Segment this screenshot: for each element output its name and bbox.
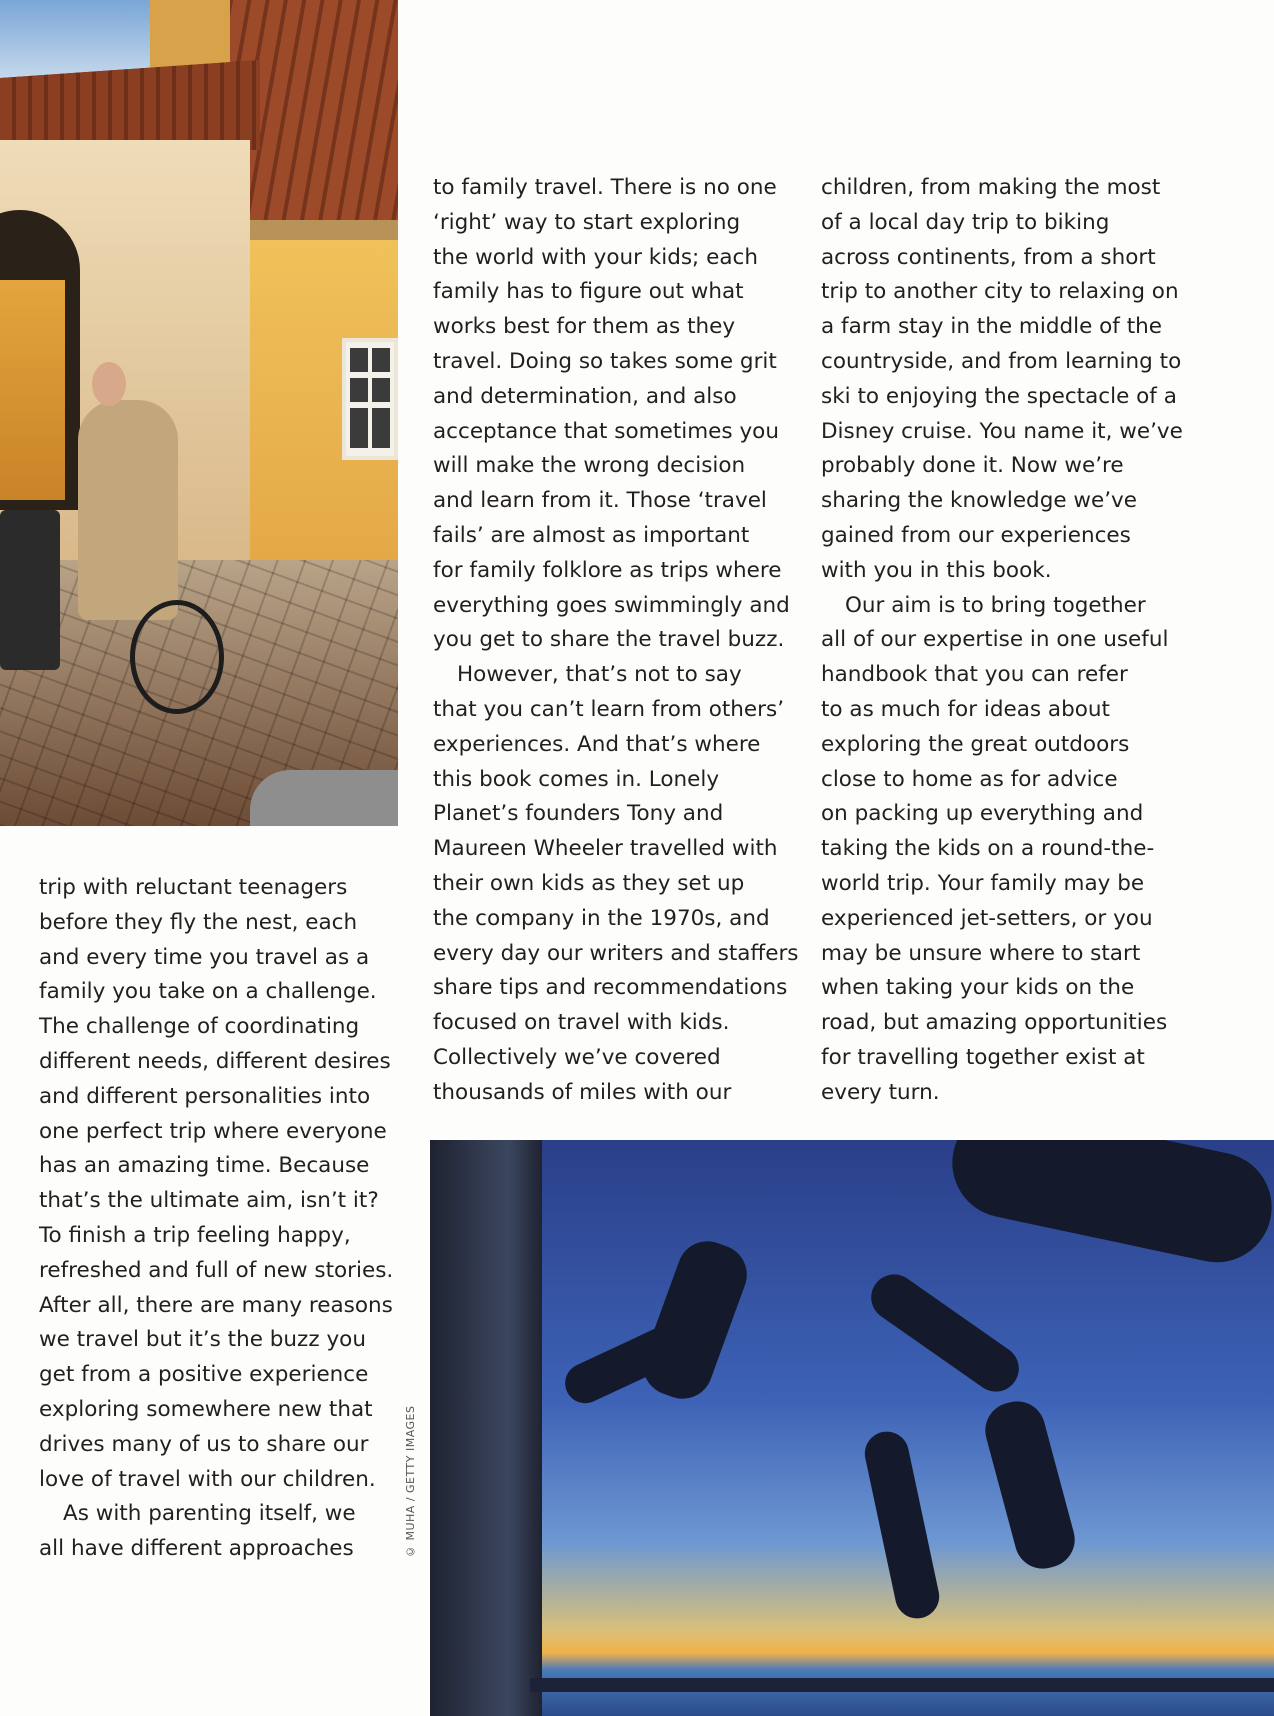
street-bicycle-photo [0, 0, 398, 826]
text-line: get from a positive experience [39, 1362, 369, 1388]
text-line: Disney cruise. You name it, we’ve [821, 418, 1183, 444]
text-line: all have different approaches [39, 1536, 354, 1562]
text-line: experienced jet-setters, or you [821, 905, 1153, 931]
text-line: one perfect trip where everyone [39, 1118, 387, 1144]
photo-bicycle-wheel [130, 600, 224, 714]
text-line: drives many of us to share our [39, 1431, 369, 1457]
diver-silhouette [862, 1265, 1028, 1400]
text-line: their own kids as they set up [433, 870, 745, 896]
text-line: world trip. Your family may be [821, 870, 1145, 896]
text-line: road, but amazing opportunities [821, 1010, 1168, 1036]
text-line: exploring the great outdoors [821, 731, 1130, 757]
text-line: that’s the ultimate aim, isn’t it? [39, 1188, 379, 1214]
text-column-2 [433, 171, 799, 1111]
text-line: handbook that you can refer [821, 662, 1128, 688]
text-line: Our aim is to bring together [845, 592, 1146, 618]
photo-car [250, 770, 398, 826]
text-line: works best for them as they [433, 314, 736, 340]
text-line: across continents, from a short [821, 244, 1156, 270]
text-line: probably done it. Now we’re [821, 453, 1124, 479]
text-line: and learn from it. Those ‘travel [433, 488, 767, 514]
text-line: ‘right’ way to start exploring [433, 209, 741, 235]
text-line: After all, there are many reasons [39, 1292, 393, 1318]
photo-cargo-box [0, 510, 60, 670]
photo-credit: © MUHA / GETTY IMAGES [404, 1405, 417, 1559]
text-line: every day our writers and staffers [433, 940, 799, 966]
text-line: has an amazing time. Because [39, 1153, 370, 1179]
text-line: we travel but it’s the buzz you [39, 1327, 366, 1353]
diver-silhouette [979, 1395, 1081, 1575]
text-line: family you take on a challenge. [39, 979, 377, 1005]
text-line: sharing the knowledge we’ve [821, 488, 1138, 514]
text-line: focused on travel with kids. [433, 1010, 730, 1036]
text-line: on packing up everything and [821, 801, 1144, 827]
text-line: However, that’s not to say [457, 662, 742, 688]
text-line: close to home as for advice [821, 766, 1118, 792]
text-line: trip to another city to relaxing on [821, 279, 1179, 305]
text-line: to family travel. There is no one [433, 175, 777, 200]
text-line: when taking your kids on the [821, 975, 1135, 1001]
photo-cyclist-head [92, 362, 126, 406]
text-line: family has to figure out what [433, 279, 744, 305]
text-line: taking the kids on a round-the- [821, 836, 1155, 862]
text-line: experiences. And that’s where [433, 731, 761, 757]
text-line: Planet’s founders Tony and [433, 801, 724, 827]
text-line: different needs, different desires [39, 1048, 391, 1074]
text-line: for family folklore as trips where [433, 557, 782, 583]
text-line: To finish a trip feeling happy, [39, 1222, 351, 1248]
photo-pillar [430, 1140, 542, 1716]
text-line: that you can’t learn from others’ [433, 696, 785, 722]
photo-cyclist [78, 400, 178, 620]
text-line: The challenge of coordinating [39, 1014, 360, 1040]
text-line: this book comes in. Lonely [433, 766, 720, 792]
text-line: and different personalities into [39, 1083, 371, 1109]
text-line: love of travel with our children. [39, 1466, 376, 1492]
kids-diving-photo [430, 1140, 1274, 1716]
text-line: the company in the 1970s, and [433, 905, 770, 931]
paragraph [821, 589, 1191, 1111]
text-line: thousands of miles with our [433, 1079, 732, 1105]
text-line: the world with your kids; each [433, 244, 758, 270]
text-line: to as much for ideas about [821, 696, 1110, 722]
diver-silhouette [942, 1140, 1274, 1272]
text-column-1 [39, 871, 399, 1567]
text-line: countryside, and from learning to [821, 348, 1182, 374]
text-line: ski to enjoying the spectacle of a [821, 383, 1177, 409]
text-line: travel. Doing so takes some grit [433, 348, 777, 374]
text-line: share tips and recommendations [433, 975, 788, 1001]
text-line: and determination, and also [433, 383, 737, 409]
paragraph [433, 171, 793, 658]
text-line: trip with reluctant teenagers [39, 875, 348, 900]
diver-silhouette [861, 1428, 944, 1623]
text-line: all of our expertise in one useful [821, 627, 1169, 653]
text-line: of a local day trip to biking [821, 209, 1110, 235]
text-line: everything goes swimmingly and [433, 592, 790, 618]
text-line: Collectively we’ve covered [433, 1044, 721, 1070]
text-line: exploring somewhere new that [39, 1396, 373, 1422]
paragraph [821, 171, 1191, 589]
text-line: with you in this book. [821, 557, 1052, 583]
text-line: fails’ are almost as important [433, 522, 750, 548]
text-line: will make the wrong decision [433, 453, 746, 479]
text-line: a farm stay in the middle of the [821, 314, 1162, 340]
text-line: refreshed and full of new stories. [39, 1257, 394, 1283]
text-line: As with parenting itself, we [63, 1501, 356, 1527]
text-line: gained from our experiences [821, 522, 1131, 548]
text-line: children, from making the most [821, 175, 1161, 200]
text-line: and every time you travel as a [39, 944, 370, 970]
text-line: Maureen Wheeler travelled with [433, 836, 778, 862]
paragraph [433, 658, 799, 1110]
paragraph [39, 1497, 399, 1567]
text-line: may be unsure where to start [821, 940, 1141, 966]
photo-pier [530, 1678, 1274, 1692]
paragraph [39, 871, 399, 1497]
text-line: before they fly the nest, each [39, 909, 358, 935]
text-line: every turn. [821, 1079, 940, 1105]
photo-archway-view [0, 280, 65, 500]
photo-window [342, 338, 398, 460]
text-line: you get to share the travel buzz. [433, 627, 785, 653]
text-column-3 [821, 171, 1191, 1111]
text-line: acceptance that sometimes you [433, 418, 779, 444]
text-line: for travelling together exist at [821, 1044, 1145, 1070]
